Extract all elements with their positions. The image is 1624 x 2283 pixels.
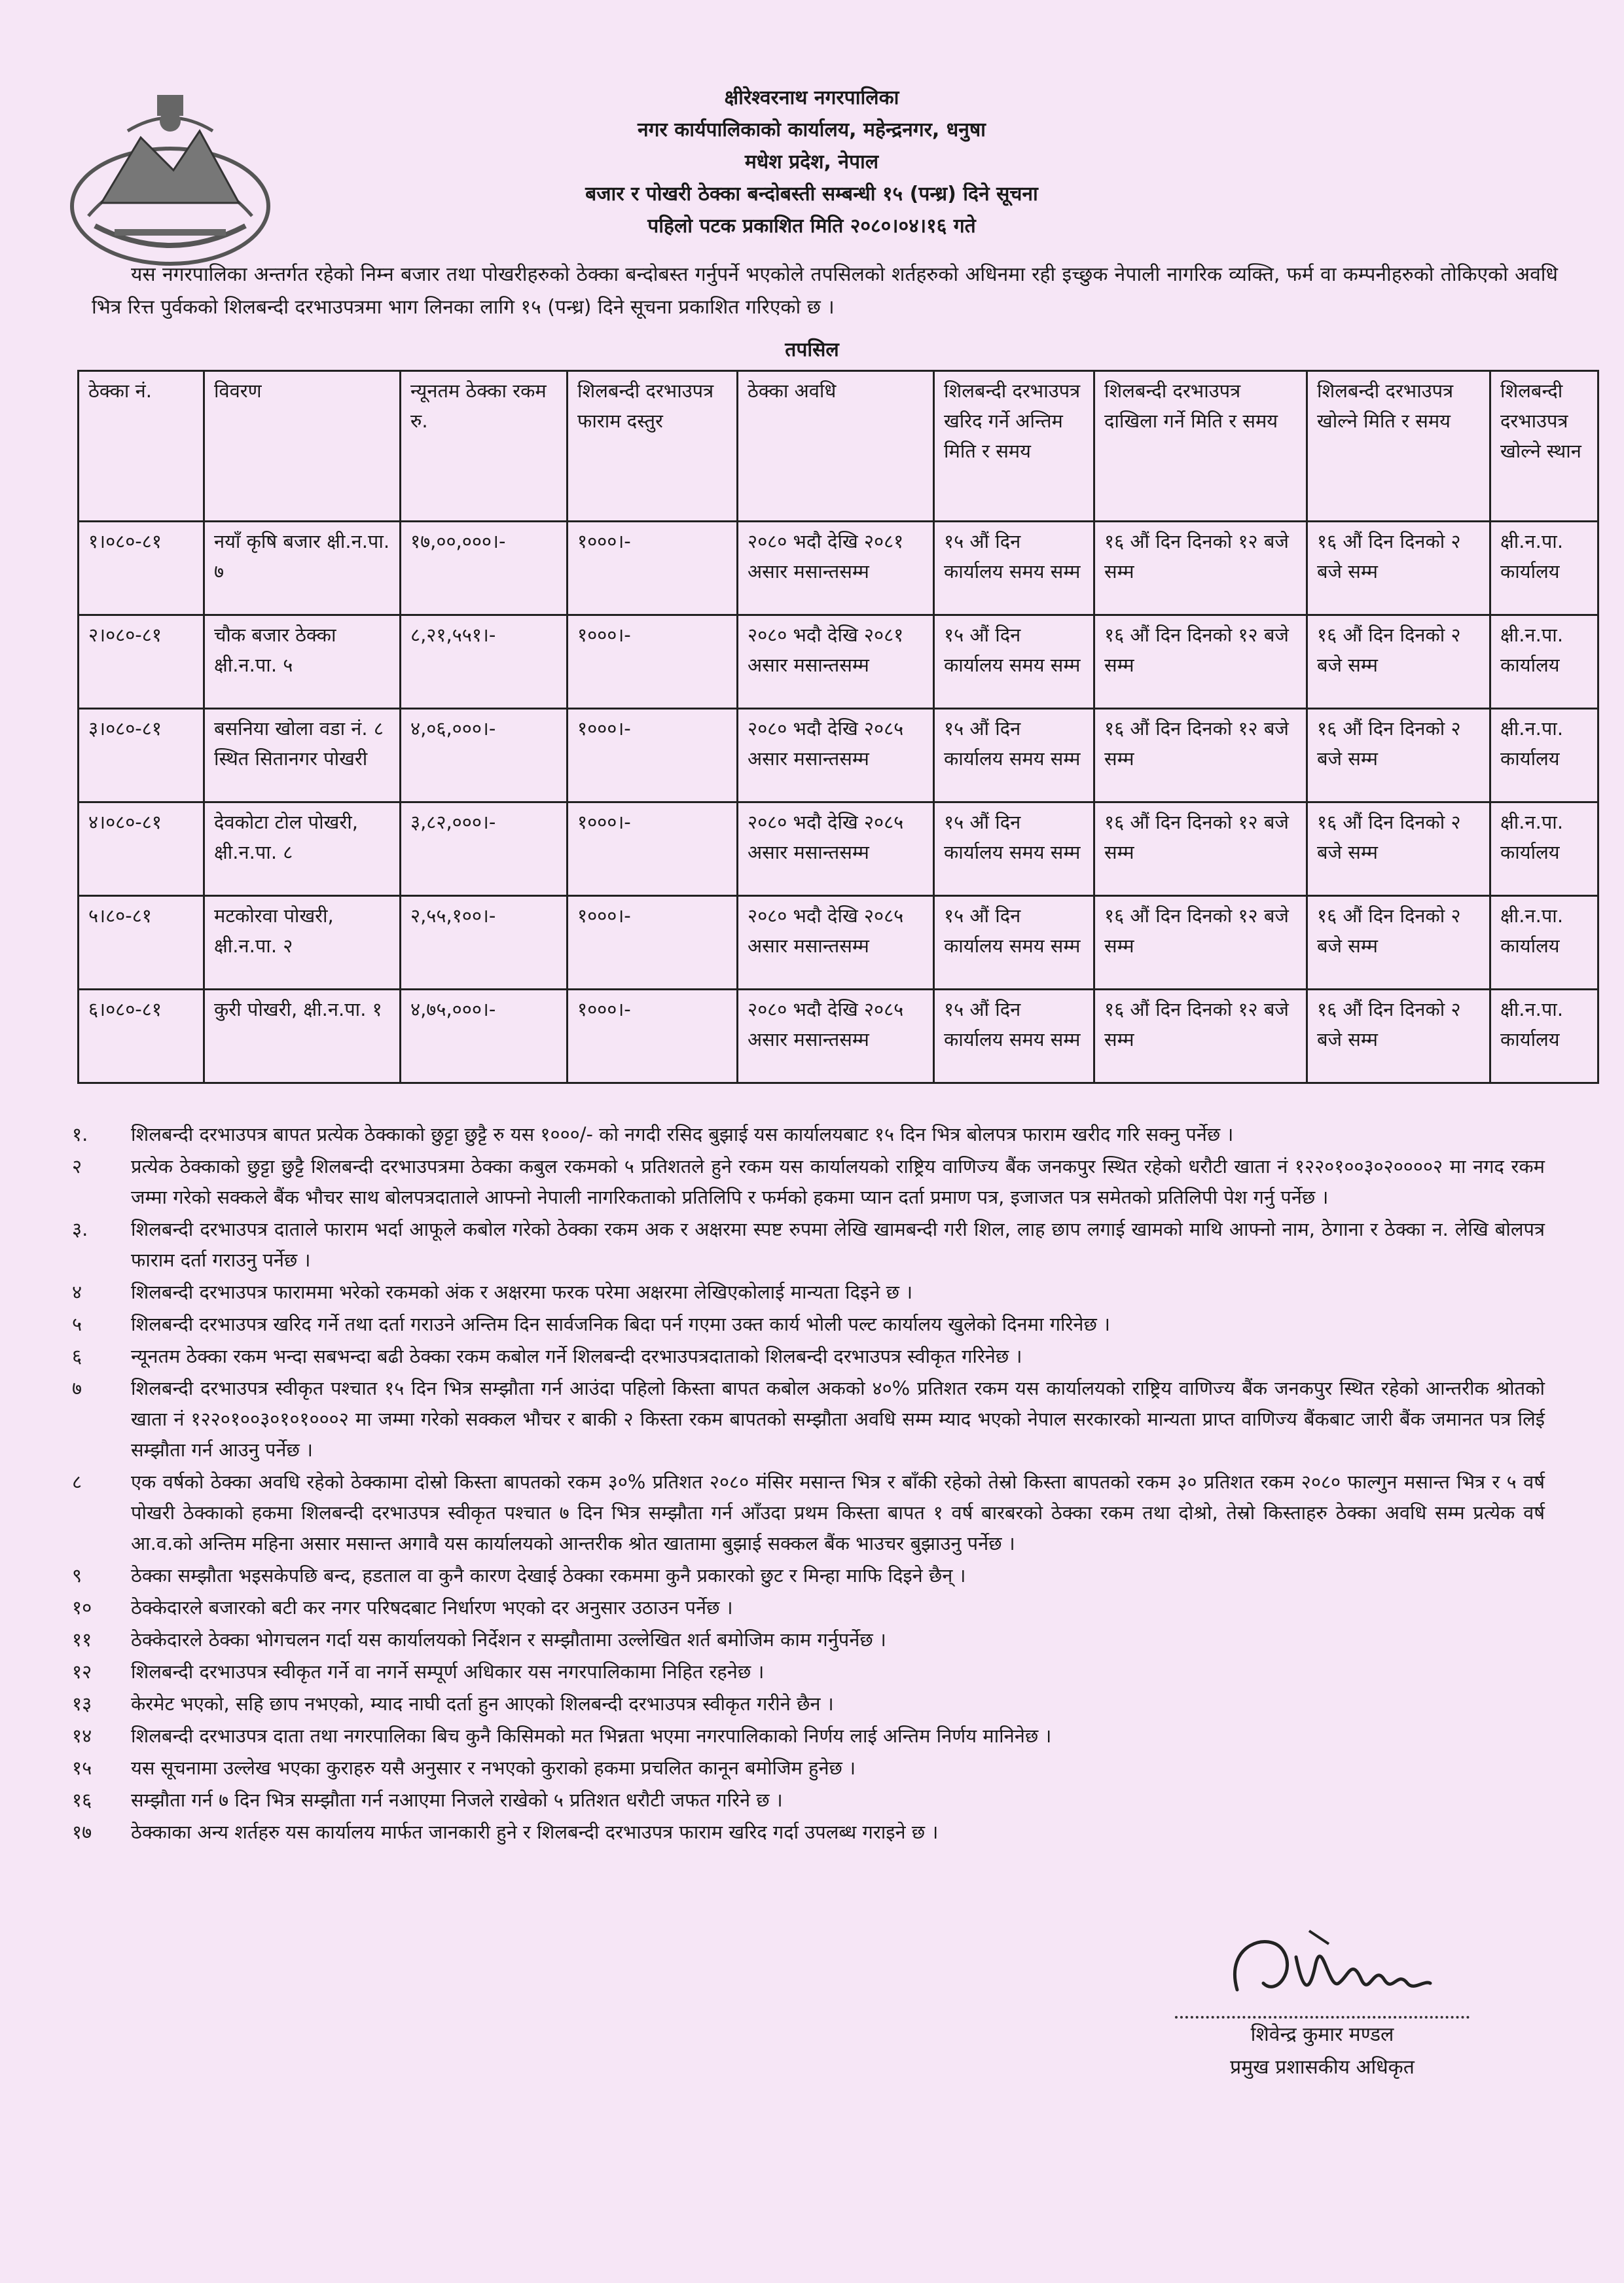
- header-cell: ठेक्का नं.: [79, 371, 204, 522]
- condition-text: शिलबन्दी दरभाउपत्र बापत प्रत्येक ठेक्काको छुट्टा छुट्टै रु यस १०००/- को नगदी रसिद बुझाई यस कार्यालयबाट १५ दिन भित्र बोलपत्र फाराम खरीद गरि सक्नु पर्नेछ ।: [131, 1123, 1234, 1145]
- condition-text: ठेक्केदारले ठेक्का भोगचलन गर्दा यस कार्यालयको निर्देशन र सम्झौतामा उल्लेखित शर्त बमोजिम काम गर्नुपर्नेछ ।: [131, 1628, 886, 1651]
- table-cell: नयाँ कृषि बजार क्षी.न.पा. ७: [204, 522, 401, 615]
- table-cell: क्षी.न.पा. कार्यालय: [1490, 615, 1598, 709]
- table-row: [79, 522, 1598, 615]
- condition-text: शिलबन्दी दरभाउपत्र स्वीकृत गर्ने वा नगर्ने सम्पूर्ण अधिकार यस नगरपालिकामा निहित रहनेछ ।: [131, 1661, 765, 1683]
- table-cell: ४।०८०-८१: [79, 802, 204, 896]
- table-header-row: [79, 371, 1598, 522]
- condition-item: [72, 1657, 1545, 1687]
- table-cell: देवकोटा टोल पोखरी, क्षी.न.पा. ८: [204, 802, 401, 896]
- table-row: [79, 990, 1598, 1083]
- header-cell: शिलबन्दी दरभाउपत्र खरिद गर्ने अन्तिम मिति र समय: [934, 371, 1094, 522]
- table-cell: ३।०८०-८१: [79, 709, 204, 802]
- table-cell: १६ औं दिन दिनको १२ बजे सम्म: [1094, 615, 1307, 709]
- condition-number: १.: [72, 1123, 88, 1145]
- table-cell: १।०८०-८१: [79, 522, 204, 615]
- province-line: मधेश प्रदेश, नेपाल: [744, 151, 879, 173]
- table-cell: १०००।-: [568, 522, 738, 615]
- municipality-name: क्षीरेश्वरनाथ नगरपालिका: [724, 86, 899, 109]
- condition-number: ३.: [72, 1218, 88, 1240]
- signature-block: [1139, 1918, 1506, 2084]
- office-name: नगर कार्यपालिकाको कार्यालय, महेन्द्रनगर, धनुषा: [638, 118, 986, 141]
- notice-title: बजार र पोखरी ठेक्का बन्दोबस्ती सम्बन्धी १५ (पन्ध्र) दिने सूचना: [585, 183, 1038, 206]
- table-cell: ४,७५,०००।-: [401, 990, 568, 1083]
- table-cell: १६ औं दिन दिनको १२ बजे सम्म: [1094, 709, 1307, 802]
- table-cell: २०८० भदौ देखि २०८५ असार मसान्तसम्म: [738, 896, 934, 990]
- publication-date: पहिलो पटक प्रकाशित मिति २०८०।०४।१६ गते: [647, 215, 976, 238]
- table-cell: ३,८२,०००।-: [401, 802, 568, 896]
- condition-number: १२: [72, 1661, 92, 1683]
- condition-number: २: [72, 1155, 82, 1177]
- table-cell: २०८० भदौ देखि २०८५ असार मसान्तसम्म: [738, 709, 934, 802]
- table-cell: १६ औं दिन दिनको २ बजे सम्म: [1307, 709, 1490, 802]
- table-cell: क्षी.न.पा. कार्यालय: [1490, 802, 1598, 896]
- table-cell: चौक बजार ठेक्का क्षी.न.पा. ५: [204, 615, 401, 709]
- table-cell: ६।०८०-८१: [79, 990, 204, 1083]
- condition-item: [72, 1341, 1545, 1372]
- header-cell: शिलबन्दी दरभाउपत्र दाखिला गर्ने मिति र समय: [1094, 371, 1307, 522]
- condition-text: प्रत्येक ठेक्काको छुट्टा छुट्टै शिलबन्दी दरभाउपत्रमा ठेक्का कबुल रकमको ५ प्रतिशतले हुने रकम यस कार्यालयको राष्ट्रिय वाणिज्य बैंक जनकपुर स्थित रहेको धरौटी खाता नं १२२०१००३०२००००२ मा नगद रकम जम्मा गरेको सक्कले बैंक भौचर साथ बोलपत्रदाताले आफ्नो नेपाली नागरिकताको प्रतिलिपि र फर्मको हकमा प्यान दर्ता प्रमाण पत्र, इजाजत पत्र समेतको प्रतिलिपी पेश गर्नु पर्नेछ ।: [131, 1155, 1545, 1208]
- condition-number: १४: [72, 1725, 92, 1747]
- table-cell: २०८० भदौ देखि २०८१ असार मसान्तसम्म: [738, 615, 934, 709]
- condition-item: [72, 1560, 1545, 1591]
- condition-item: [72, 1592, 1545, 1623]
- condition-text: केरमेट भएको, सहि छाप नभएको, म्याद नाघी दर्ता हुन आएको शिलबन्दी दरभाउपत्र स्वीकृत गरीने छैन ।: [131, 1693, 834, 1715]
- condition-number: १६: [72, 1789, 92, 1811]
- table-row: [79, 615, 1598, 709]
- table-cell: १६ औं दिन दिनको १२ बजे सम्म: [1094, 522, 1307, 615]
- table-cell: १५ औं दिन कार्यालय समय सम्म: [934, 709, 1094, 802]
- table-cell: ५।८०-८१: [79, 896, 204, 990]
- condition-number: ५: [72, 1313, 82, 1335]
- header-cell: ठेक्का अवधि: [738, 371, 934, 522]
- condition-text: सम्झौता गर्न ७ दिन भित्र सम्झौता गर्न नआएमा निजले राखेको ५ प्रतिशत धरौटी जफत गरिने छ ।: [131, 1789, 783, 1811]
- table-cell: १०००।-: [568, 802, 738, 896]
- table-cell: २,५५,१००।-: [401, 896, 568, 990]
- condition-item: [72, 1689, 1545, 1719]
- condition-number: १०: [72, 1596, 92, 1619]
- handwritten-signature-icon: [1198, 1918, 1447, 2016]
- condition-text: शिलबन्दी दरभाउपत्र दाताले फाराम भर्दा आफूले कबोल गरेको ठेक्का रकम अक र अक्षरमा स्पष्ट रुपमा लेखि खामबन्दी गरी शिल, लाह छाप लगाई खामको माथि आफ्नो नाम, ठेगाना र ठेक्का न. लेखि बोलपत्र फाराम दर्ता गराउनु पर्नेछ ।: [131, 1218, 1545, 1271]
- condition-text: शिलबन्दी दरभाउपत्र फाराममा भरेको रकमको अंक र अक्षरमा फरक परेमा अक्षरमा लेखिएकोलाई मान्यता दिइने छ ।: [131, 1281, 913, 1303]
- condition-number: ८: [72, 1471, 82, 1493]
- condition-number: १७: [72, 1821, 92, 1843]
- condition-item: [72, 1309, 1545, 1340]
- table-cell: १५ औं दिन कार्यालय समय सम्म: [934, 990, 1094, 1083]
- table-row: [79, 896, 1598, 990]
- table-cell: मटकोरवा पोखरी, क्षी.न.पा. २: [204, 896, 401, 990]
- table-cell: १०००।-: [568, 990, 738, 1083]
- table-cell: क्षी.न.पा. कार्यालय: [1490, 990, 1598, 1083]
- condition-item: [72, 1214, 1545, 1276]
- table-cell: २०८० भदौ देखि २०८१ असार मसान्तसम्म: [738, 522, 934, 615]
- header-cell: न्यूनतम ठेक्का रकम रु.: [401, 371, 568, 522]
- header-cell: शिलबन्दी दरभाउपत्र फाराम दस्तुर: [568, 371, 738, 522]
- condition-text: ठेक्केदारले बजारको बटी कर नगर परिषदबाट निर्धारण भएको दर अनुसार उठाउन पर्नेछ ।: [131, 1596, 733, 1619]
- table-cell: कुरी पोखरी, क्षी.न.पा. १: [204, 990, 401, 1083]
- table-cell: १६ औं दिन दिनको १२ बजे सम्म: [1094, 896, 1307, 990]
- condition-item: [72, 1753, 1545, 1784]
- table-cell: १७,००,०००।-: [401, 522, 568, 615]
- table-cell: ४,०६,०००।-: [401, 709, 568, 802]
- table-cell: क्षी.न.पा. कार्यालय: [1490, 522, 1598, 615]
- condition-item: [72, 1721, 1545, 1752]
- table-cell: २।०८०-८१: [79, 615, 204, 709]
- header-cell: शिलबन्दी दरभाउपत्र खोल्ने मिति र समय: [1307, 371, 1490, 522]
- condition-item: [72, 1373, 1545, 1465]
- table-cell: १६ औं दिन दिनको १२ बजे सम्म: [1094, 802, 1307, 896]
- condition-text: न्यूनतम ठेक्का रकम भन्दा सबभन्दा बढी ठेक्का रकम कबोल गर्ने शिलबन्दी दरभाउपत्रदाताको शिलबन्दी दरभाउपत्र स्वीकृत गरिनेछ ।: [131, 1345, 1022, 1367]
- condition-item: [72, 1151, 1545, 1213]
- table-row: [79, 802, 1598, 896]
- table-cell: १६ औं दिन दिनको २ बजे सम्म: [1307, 802, 1490, 896]
- table-cell: १०००।-: [568, 709, 738, 802]
- table-cell: १०००।-: [568, 615, 738, 709]
- table-cell: १५ औं दिन कार्यालय समय सम्म: [934, 802, 1094, 896]
- condition-number: १५: [72, 1757, 92, 1779]
- table-cell: १०००।-: [568, 896, 738, 990]
- table-cell: क्षी.न.पा. कार्यालय: [1490, 709, 1598, 802]
- government-of-nepal-emblem-icon: [62, 92, 278, 268]
- table-cell: १६ औं दिन दिनको २ बजे सम्म: [1307, 522, 1490, 615]
- conditions-list: [72, 1119, 1545, 1849]
- table-cell: २०८० भदौ देखि २०८५ असार मसान्तसम्म: [738, 802, 934, 896]
- condition-item: [72, 1467, 1545, 1559]
- table-cell: १६ औं दिन दिनको २ बजे सम्म: [1307, 896, 1490, 990]
- condition-item: [72, 1817, 1545, 1848]
- table-cell: १५ औं दिन कार्यालय समय सम्म: [934, 615, 1094, 709]
- signatory-title: प्रमुख प्रशासकीय अधिकृत: [1230, 2056, 1415, 2079]
- condition-number: ६: [72, 1345, 82, 1367]
- table-cell: ८,२१,५५१।-: [401, 615, 568, 709]
- table-cell: १५ औं दिन कार्यालय समय सम्म: [934, 896, 1094, 990]
- table-cell: १६ औं दिन दिनको २ बजे सम्म: [1307, 990, 1490, 1083]
- condition-item: [72, 1277, 1545, 1308]
- notice-header: [301, 82, 1322, 242]
- condition-item: [72, 1119, 1545, 1150]
- condition-number: १३: [72, 1693, 92, 1715]
- table-cell: २०८० भदौ देखि २०८५ असार मसान्तसम्म: [738, 990, 934, 1083]
- condition-text: शिलबन्दी दरभाउपत्र दाता तथा नगरपालिका बिच कुनै किसिमको मत भिन्नता भएमा नगरपालिकाको निर्णय लाई अन्तिम निर्णय मानिनेछ ।: [131, 1725, 1052, 1747]
- condition-number: ११: [72, 1628, 92, 1651]
- condition-number: ७: [72, 1377, 82, 1399]
- intro-paragraph: यस नगरपालिका अन्तर्गत रहेको निम्न बजार तथा पोखरीहरुको ठेक्का बन्दोबस्त गर्नुपर्ने भएकोले तपसिलको शर्तहरुको अधिनमा रही इच्छुक नेपाली नागरिक व्यक्ति, फर्म वा कम्पनीहरुको तोकिएको अवधि भित्र रित्त पुर्वकको शिलबन्दी दरभाउपत्रमा भाग लिनका लागि १५ (पन्ध्र) दिने सूचना प्रकाशित गरिएको छ ।: [92, 263, 1558, 319]
- condition-item: [72, 1625, 1545, 1655]
- table-cell: १५ औं दिन कार्यालय समय सम्म: [934, 522, 1094, 615]
- table-cell: बसनिया खोला वडा नं. ८ स्थित सितानगर पोखरी: [204, 709, 401, 802]
- table-cell: क्षी.न.पा. कार्यालय: [1490, 896, 1598, 990]
- condition-text: एक वर्षको ठेक्का अवधि रहेको ठेक्कामा दोस्रो किस्ता बापतको रकम ३०% प्रतिशत २०८० मंसिर मसान्त भित्र र बाँकी रहेको तेस्रो किस्ता बापतको रकम ३० प्रतिशत रकम २०८० फाल्गुन मसान्त भित्र र ५ वर्ष पोखरी ठेक्काको हकमा शिलबन्दी दरभाउपत्र स्वीकृत पश्चात ७ दिन भित्र सम्झौता गर्न आँउदा प्रथम किस्ता बापत १ वर्ष बारबरको ठेक्का रकम तथा दोश्रो, तेस्रो किस्ताहरु ठेक्का अवधि सम्म प्रत्येक वर्ष आ.व.को अन्तिम महिना असार मसान्त अगावै यस कार्यालयको आन्तरीक श्रोत खातामा बुझाई सक्कल बैंक भाउचर बुझाउनु पर्नेछ ।: [131, 1471, 1545, 1555]
- contract-schedule-table: [77, 370, 1599, 1084]
- schedule-label: तपसिल: [785, 338, 839, 361]
- condition-text: शिलबन्दी दरभाउपत्र स्वीकृत पश्चात १५ दिन भित्र सम्झौता गर्न आउंदा पहिलो किस्ता बापत कबोल अकको ४०% प्रतिशत रकम यस कार्यालयको राष्ट्रिय वाणिज्य बैंक जनकपुर स्थित रहेको आन्तरीक श्रोतको खाता नं १२२०१००३०१०१०००२ मा जम्मा गरेको सक्कल भौचर र बाकी २ किस्ता रकम बापतको सम्झौता अवधि सम्म म्याद भएको नेपाल सरकारको मान्यता प्राप्त वाणिज्य बैंकबाट जारी बैंक जमानत पत्र लिई सम्झौता गर्न आउनु पर्नेछ ।: [131, 1377, 1545, 1461]
- table-cell: १६ औं दिन दिनको २ बजे सम्म: [1307, 615, 1490, 709]
- signatory-name: शिवेन्द्र कुमार मण्डल: [1250, 2023, 1394, 2046]
- table-row: [79, 709, 1598, 802]
- table-cell: १६ औं दिन दिनको १२ बजे सम्म: [1094, 990, 1307, 1083]
- condition-text: यस सूचनामा उल्लेख भएका कुराहरु यसै अनुसार र नभएको कुराको हकमा प्रचलित कानून बमोजिम हुनेछ ।: [131, 1757, 856, 1779]
- condition-number: ९: [72, 1564, 82, 1587]
- condition-text: ठेक्काका अन्य शर्तहरु यस कार्यालय मार्फत जानकारी हुने र शिलबन्दी दरभाउपत्र फाराम खरिद गर्दा उपलब्ध गराइने छ ।: [131, 1821, 939, 1843]
- condition-text: ठेक्का सम्झौता भइसकेपछि बन्द, हडताल वा कुनै कारण देखाई ठेक्का रकममा कुनै प्रकारको छुट र मिन्हा माफि दिइने छैन् ।: [131, 1564, 966, 1587]
- header-cell: शिलबन्दी दरभाउपत्र खोल्ने स्थान: [1490, 371, 1598, 522]
- condition-item: [72, 1785, 1545, 1816]
- condition-text: शिलबन्दी दरभाउपत्र खरिद गर्ने तथा दर्ता गराउने अन्तिम दिन सार्वजनिक बिदा पर्न गएमा उक्त कार्य भोली पल्ट कार्यालय खुलेको दिनमा गरिनेछ ।: [131, 1313, 1111, 1335]
- condition-number: ४: [72, 1281, 82, 1303]
- header-cell: विवरण: [204, 371, 401, 522]
